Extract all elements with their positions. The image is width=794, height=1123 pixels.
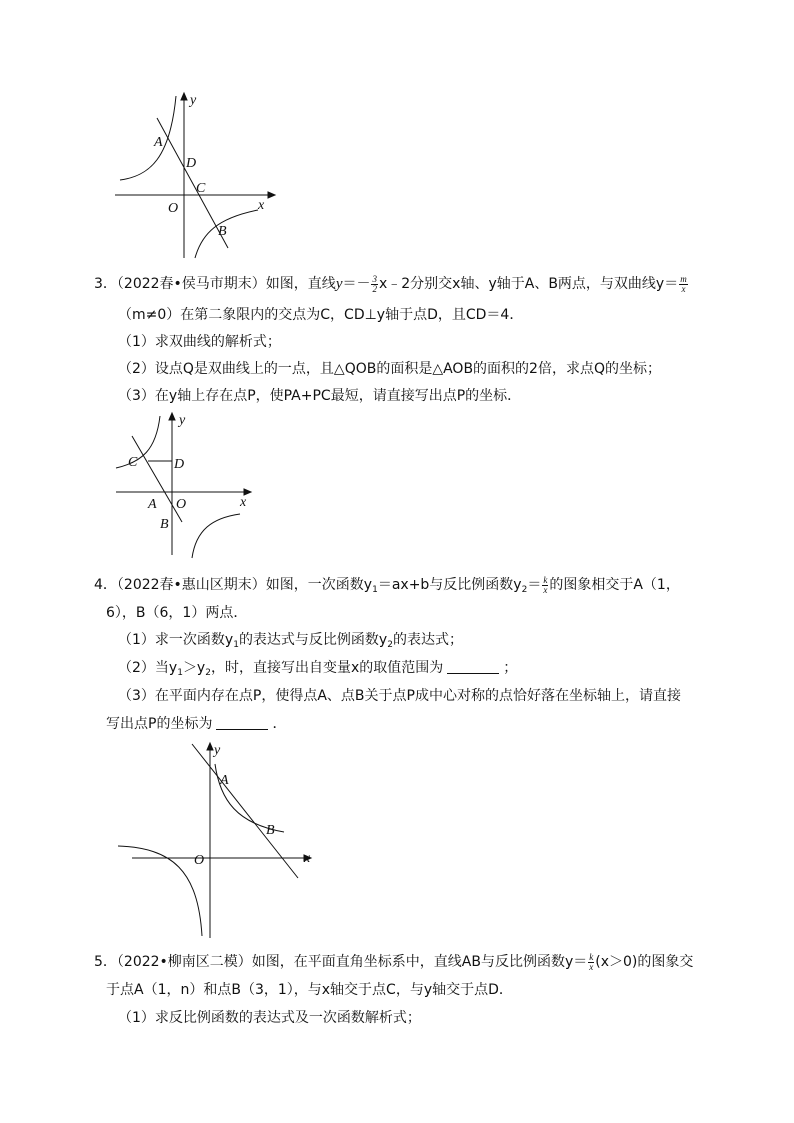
line-ab bbox=[132, 436, 185, 522]
label-a: A bbox=[220, 773, 229, 788]
label-c: C bbox=[196, 181, 206, 196]
x-axis-arrow bbox=[268, 192, 275, 198]
q3-part1: （1）求双曲线的解析式； bbox=[118, 334, 281, 350]
label-x: x bbox=[240, 495, 247, 510]
label-a: A bbox=[148, 497, 157, 512]
label-o: O bbox=[168, 201, 179, 216]
q5-stem-cont: 于点A（1，n）和点B（3，1），与x轴交于点C，与y轴交于点D． bbox=[106, 982, 513, 998]
figure-q3 bbox=[112, 410, 262, 560]
figure-q2 bbox=[110, 88, 280, 263]
label-d: D bbox=[174, 457, 185, 472]
q4-part3: （3）在平面内存在点P，使得点A、点B关于点P成中心对称的点恰好落在坐标轴上，请直接 bbox=[118, 688, 681, 704]
answer-blank bbox=[447, 659, 499, 674]
hyperbola-branch-2 bbox=[116, 416, 160, 468]
label-b: B bbox=[218, 224, 227, 239]
label-c: C bbox=[128, 455, 138, 470]
q5-stem: 5．（2022•柳南区二模）如图，在平面直角坐标系中，直线AB与反比例函数y＝ $\frac{k}{x}$ (x＞0)的图象交 bbox=[94, 951, 694, 972]
label-x: x bbox=[304, 851, 311, 866]
q4-part2: （2）当$y_1>y_2$，时，直接写出自变量x的取值范围为 ； bbox=[118, 660, 518, 678]
figure-q4 bbox=[112, 740, 322, 940]
q4-stem-cont: 6），B（6，1）两点． bbox=[106, 605, 248, 621]
q3-stem: 3．（2022春•侯马市期末）如图，直线y＝－ $\frac{3}{2}$ x﹣2分别交x轴、y轴于A、B两点，与双曲线y＝ $\frac{m}{x}$ bbox=[94, 273, 687, 294]
answer-blank bbox=[216, 715, 268, 730]
label-o: O bbox=[194, 853, 205, 868]
q3-part2: （2）设点Q是双曲线上的一点，且△QOB的面积是△AOB的面积的2倍，求点Q的坐标； bbox=[118, 361, 661, 377]
label-y: y bbox=[190, 93, 197, 108]
y-axis-arrow bbox=[207, 743, 213, 750]
label-d: D bbox=[186, 156, 197, 171]
q4-stem: 4．（2022春•惠山区期末）如图，一次函数$y_1=ax+b$与反比例函数$y_2=$ $\frac{k}{x}$ 的图象相交于A（1， bbox=[94, 574, 680, 595]
label-a: A bbox=[154, 135, 163, 150]
hyperbola-branch-4 bbox=[192, 514, 240, 558]
label-y: y bbox=[214, 743, 221, 758]
label-x: x bbox=[258, 198, 265, 213]
q5-part1: （1）求反比例函数的表达式及一次函数解析式； bbox=[118, 1010, 421, 1026]
hyperbola-branch-3 bbox=[118, 846, 205, 936]
label-y: y bbox=[179, 413, 186, 428]
q3-stem-cont: （m≠0）在第二象限内的交点为C，CD⊥y轴于点D，且CD＝4． bbox=[118, 307, 524, 323]
label-b: B bbox=[266, 823, 275, 838]
q4-part3-cont: 写出点P的坐标为 ． bbox=[106, 716, 287, 732]
label-b: B bbox=[160, 517, 169, 532]
y-axis-arrow bbox=[169, 413, 175, 420]
y-axis-arrow bbox=[181, 93, 187, 100]
q3-part3: （3）在y轴上存在点P，使PA+PC最短，请直接写出点P的坐标． bbox=[118, 388, 522, 404]
q4-part1: （1）求一次函数$y_1$的表达式与反比例函数$y_2$的表达式； bbox=[118, 632, 463, 650]
label-o: O bbox=[176, 497, 187, 512]
